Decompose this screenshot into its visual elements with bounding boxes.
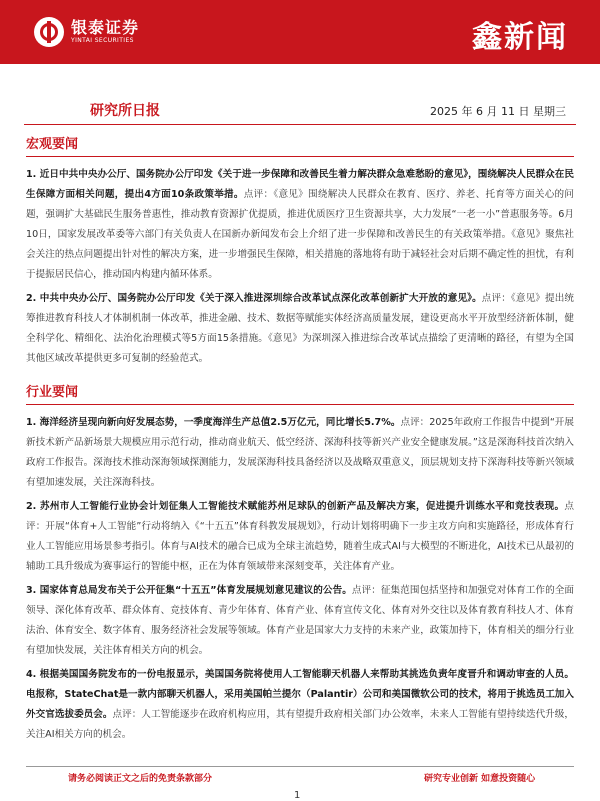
section-industry bbox=[26, 381, 574, 745]
news-comment: 点评：开展“体育+人工智能”行动将纳入《“十五五”体育科教发展规划》，行动计划将明确下一步主攻方向和实施路径，形成体育行业人工智能应用场景参考指引。体育与AI技术的融合已成为全球主流趋势，随着生成式AI与大模型的不断进化，AI技术已从最初的辅助工具升级成为赛事运行的智能中枢，正在为体育领域带来深刻变革，关注体育产业。 bbox=[26, 501, 574, 572]
news-headline: 3. 国家体育总局发布关于公开征集“十五五”体育发展规划意见建议的公告。 bbox=[26, 585, 352, 596]
section-title: 宏观要闻 bbox=[26, 137, 79, 152]
news-headline: 2. 中共中央办公厅、国务院办公厅印发《关于深入推进深圳综合改革试点深化改革创新扩大开放的意见》。 bbox=[26, 293, 482, 304]
news-headline: 1. 近日中共中央办公厅、国务院办公厅印发《关于进一步保障和改善民生着力解决群众急难愁盼的意见》，围绕解决人民群众在民生保障方面相关问题，提出4方面10条政策举措。 bbox=[26, 169, 574, 200]
logo-icon bbox=[34, 17, 64, 47]
disclaimer-note: 请务必阅读正文之后的免责条款部分 bbox=[68, 774, 213, 784]
section-title: 行业要闻 bbox=[26, 385, 79, 400]
news-comment: 点评：2025年政府工作报告中提到“开展新技术新产品新场景大规模应用示范行动，推动商业航天、低空经济、深海科技等新兴产业安全健康发展。”这是深海科技首次纳入政府工作报告。深海技术推动深海领域探测能力，发展深海科技具备经济以及战略双重意义，顶层规划支持下深海科技等新兴领域有望加速发展，关注深海科技。 bbox=[26, 417, 575, 488]
logo-name-en: YINTAI SECURITIES bbox=[71, 37, 134, 44]
footer-slogan: 研究专业创新 如意投资随心 bbox=[424, 774, 536, 784]
section-divider bbox=[26, 404, 574, 405]
section-macro bbox=[26, 133, 574, 369]
news-comment: 点评：人工智能逐步在政府机构应用，其有望提升政府相关部门办公效率，未来人工智能有望持续迭代升级，关注AI相关方向的机会。 bbox=[26, 709, 575, 740]
news-item bbox=[26, 665, 574, 745]
news-comment: 点评：《意见》围绕解决人民群众在教育、医疗、养老、托育等方面关心的问题，强调扩大基础民生服务普惠性，推动教育资源扩优提质，推进优质医疗卫生资源共享，大力发展“一老一小”普惠服务等。6月10日，国家发展改革委等六部门有关负责人在国新办新闻发布会上介绍了进一步保障和改善民生的有关政策举措。《意见》聚焦社会关注的热点问题提出针对性的解决方案，进一步增强民生保障，相关措施的落地将有助于减轻社会对后期不确定性的担忧，有利于提振居民信心，推动国内构建内循环体系。 bbox=[26, 189, 575, 280]
footer-divider bbox=[26, 766, 574, 767]
report-body bbox=[26, 133, 574, 749]
header-banner bbox=[0, 0, 600, 64]
brand-title: 鑫新闻 bbox=[472, 20, 568, 55]
section-divider bbox=[26, 156, 574, 157]
news-comment: 点评：《意见》提出统筹推进教育科技人才体制机制一体改革，推进金融、技术、数据等赋能实体经济高质量发展，建设更高水平开放型经济新体制，健全科学化、精细化、法治化治理模式等5方面15条措施。《意见》为深圳深入推进综合改革试点描绘了更清晰的路径，有望为全国其他区域改革提供更多可复制的经验范式。 bbox=[26, 293, 575, 364]
page-number: 1 bbox=[294, 790, 301, 801]
news-headline: 4. 根据美国国务院发布的一份电报显示，美国国务院将使用人工智能聊天机器人来帮助其挑选负责年度晋升和调动审查的人员。电报称，StateChat是一款内部聊天机器人，采用美国帕兰提尔（Palantir）公司和美国微软公司的技术，将用于挑选员工加入外交官选拔委员会。 bbox=[26, 669, 574, 720]
report-subtitle: 研究所日报 bbox=[90, 103, 160, 119]
news-comment: 点评：征集范围包括坚持和加强党对体育工作的全面领导、深化体育改革、群众体育、竞技体育、青少年体育、体育产业、体育宣传文化、体育对外交往以及体育教育科技人才、体育法治、体育安全、数字体育、服务经济社会发展等领域。体育产业是国家大力支持的未来产业，政策加持下，体育相关的细分行业有望加快发展，关注体育相关方向的机会。 bbox=[26, 585, 574, 656]
news-headline: 2. 苏州市人工智能行业协会计划征集人工智能技术赋能苏州足球队的创新产品及解决方案，促进提升训练水平和竞技表现。 bbox=[26, 501, 565, 512]
report-date: 2025 年 6 月 11 日 星期三 bbox=[430, 105, 566, 118]
news-item bbox=[26, 581, 574, 661]
header-divider bbox=[24, 124, 576, 125]
news-item bbox=[26, 497, 574, 577]
news-headline: 1. 海洋经济呈现向新向好发展态势，一季度海洋生产总值2.5万亿元，同比增长5.7%。 bbox=[26, 417, 401, 428]
news-item bbox=[26, 165, 574, 285]
logo-name-cn: 银泰证券 bbox=[71, 18, 140, 37]
news-item bbox=[26, 289, 574, 369]
company-logo bbox=[34, 17, 139, 47]
news-item bbox=[26, 413, 574, 493]
